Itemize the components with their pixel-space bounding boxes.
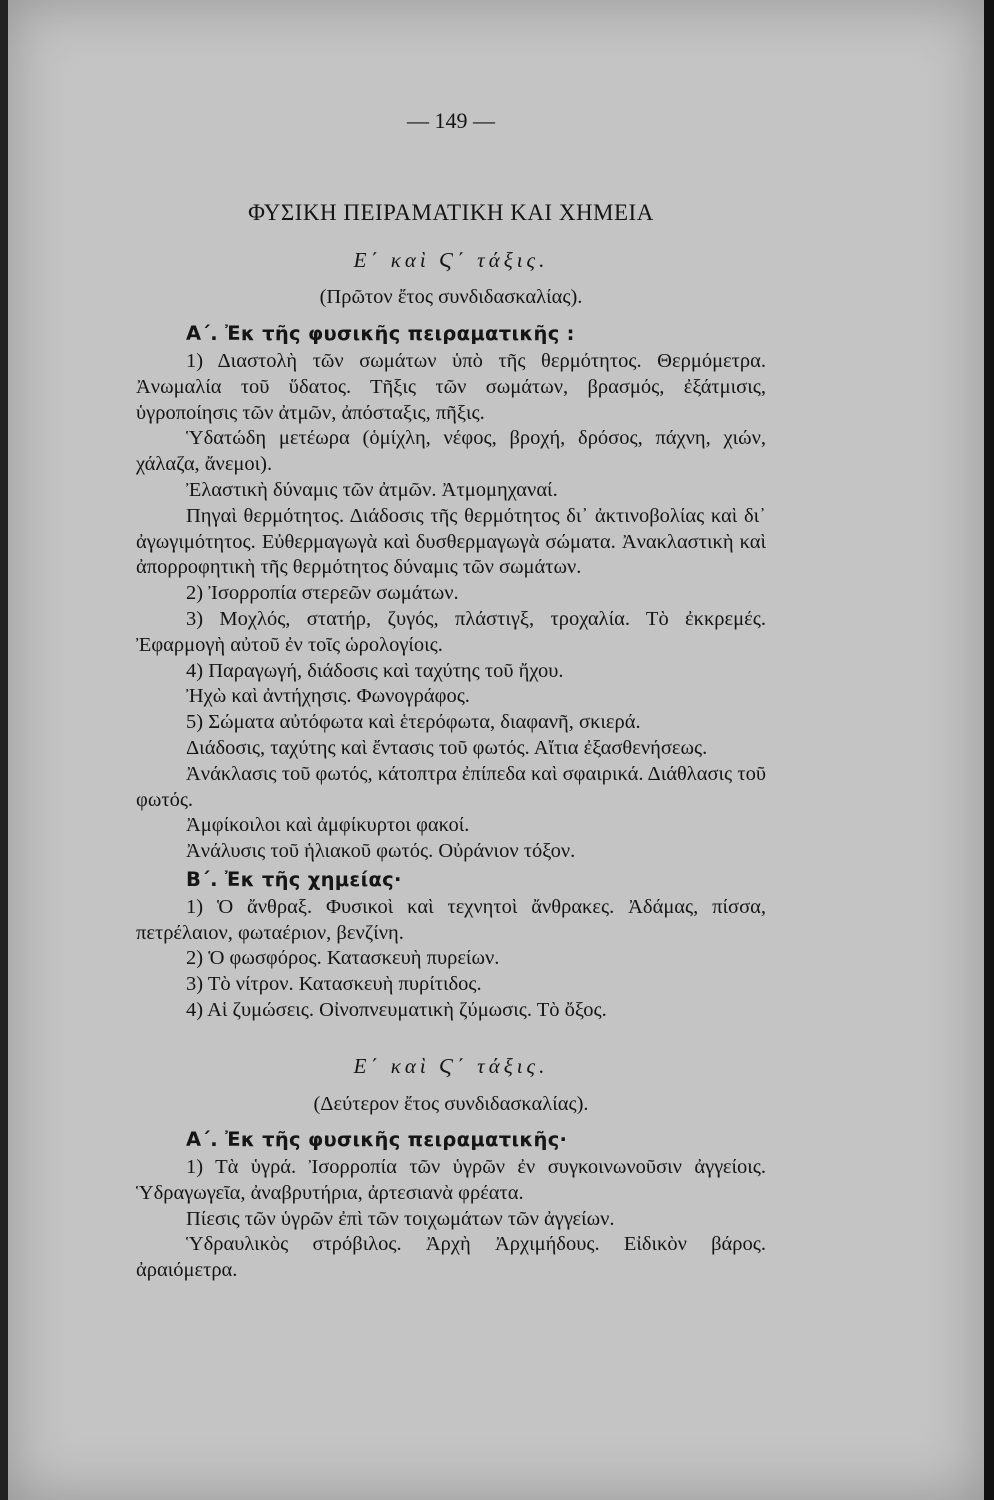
paragraph: 3) Μοχλός, στατήρ, ζυγός, πλάστιγξ, τροχαλία. Τὸ ἐκκρεμές. Ἐφαρμογὴ αὐτοῦ ἐν τοῖς ὡρολογίοις.: [136, 607, 766, 656]
section-a-physics-year1: Α΄. Ἐκ τῆς φυσικῆς πειραματικῆς :: [186, 322, 575, 346]
section-a-physics-year2: Α΄. Ἐκ τῆς φυσικῆς πειραματικῆς·: [186, 1128, 568, 1152]
page-number: — 149 —: [407, 108, 495, 133]
paragraph: Πηγαὶ θερμότητος. Διάδοσις τῆς θερμότητος δι᾿ ἀκτινοβολίας καὶ δι᾿ ἀγωγιμότητος. Εὐθερμαγωγὰ καὶ δυσθερμαγωγὰ σώματα. Ἀνακλαστικὴ καὶ ἀπορροφητικὴ τῆς θερμότητος δύναμις τῶν σωμάτων.: [136, 504, 766, 579]
paragraph: 1) Ὁ ἄνθραξ. Φυσικοὶ καὶ τεχνητοὶ ἄνθρακες. Ἀδάμας, πίσσα, πετρέλαιον, φωταέριον, βενζίνη.: [136, 895, 766, 944]
paragraph: Ὑδραυλικὸς στρόβιλος. Ἀρχὴ Ἀρχιμήδους. Εἰδικὸν βάρος. ἀραιόμετρα.: [136, 1233, 766, 1282]
paragraph: 1) Τὰ ὑγρά. Ἰσορροπία τῶν ὑγρῶν ἐν συγκοινωνοῦσιν ἀγγείοις. Ὑδραγωγεῖα, ἀναβρυτήρια, ἀρτεσιανὰ φρέατα.: [136, 1156, 766, 1204]
subtitle-year2: (Δεύτερον ἔτος συνδιδασκαλίας).: [313, 1092, 589, 1115]
page-edge-left: [0, 0, 8, 1500]
paragraph: Διάδοσις, ταχύτης καὶ ἔντασις τοῦ φωτός. Αἴτια ἐξασθενήσεως.: [186, 736, 708, 759]
paragraph: 4) Παραγωγή, διάδοσις καὶ ταχύτης τοῦ ἤχου.: [186, 659, 564, 682]
paragraph: 2) Ὁ φωσφόρος. Κατασκευὴ πυρείων.: [186, 947, 500, 970]
page-content: [136, 108, 766, 1284]
page-title: ΦΥΣΙΚΗ ΠΕΙΡΑΜΑΤΙΚΗ ΚΑΙ ΧΗΜΕΙΑ: [248, 199, 654, 225]
grade-heading-year1: Ε΄ καὶ Ϛ΄ τάξις.: [353, 247, 549, 272]
paragraph: Ἐλαστικὴ δύναμις τῶν ἀτμῶν. Ἀτμομηχαναί.: [186, 478, 558, 501]
paragraph: Ἀμφίκοιλοι καὶ ἀμφίκυρτοι φακοί.: [186, 814, 470, 837]
section-b-chemistry-year1: Β΄. Ἐκ τῆς χημείας·: [186, 867, 402, 891]
grade-heading-year2: Ε΄ καὶ Ϛ΄ τάξις.: [353, 1053, 549, 1078]
paragraph: 3) Τὸ νίτρον. Κατασκευὴ πυρίτιδος.: [186, 973, 482, 996]
paragraph: Πίεσις τῶν ὑγρῶν ἐπὶ τῶν τοιχωμάτων τῶν ἀγγείων.: [186, 1207, 615, 1230]
paragraph: 4) Αἱ ζυμώσεις. Οἰνοπνευματικὴ ζύμωσις. Τὸ ὄξος.: [186, 998, 607, 1021]
paragraph: Ἀνάκλασις τοῦ φωτός, κάτοπτρα ἐπίπεδα καὶ σφαιρικά. Διάθλασις τοῦ φωτός.: [136, 762, 766, 811]
paragraph: 1) Διαστολὴ τῶν σωμάτων ὑπὸ τῆς θερμότητος. Θερμόμετρα. Ἀνωμαλία τοῦ ὕδατος. Τῆξις τῶν σωμάτων, βρασμός, ἐξάτμισις, ὑγροποίησις τῶν ἀτμῶν, ἀπόσταξις, πῆξις.: [136, 349, 766, 424]
subtitle-year1: (Πρῶτον ἔτος συνδιδασκαλίας).: [319, 286, 583, 309]
paragraph: 5) Σώματα αὐτόφωτα καὶ ἑτερόφωτα, διαφανῆ, σκιερά.: [186, 711, 641, 734]
paragraph: Ὑδατώδη μετέωρα (ὁμίχλη, νέφος, βροχή, δρόσος, πάχνη, χιών, χάλαζα, ἄνεμοι).: [136, 427, 766, 476]
paragraph: Ἠχὼ καὶ ἀντήχησις. Φωνογράφος.: [186, 685, 470, 708]
paragraph: Ἀνάλυσις τοῦ ἡλιακοῦ φωτός. Οὐράνιον τόξον.: [186, 840, 576, 863]
page-edge-right: [984, 0, 994, 1500]
paragraph: 2) Ἰσορροπία στερεῶν σωμάτων.: [186, 582, 459, 605]
